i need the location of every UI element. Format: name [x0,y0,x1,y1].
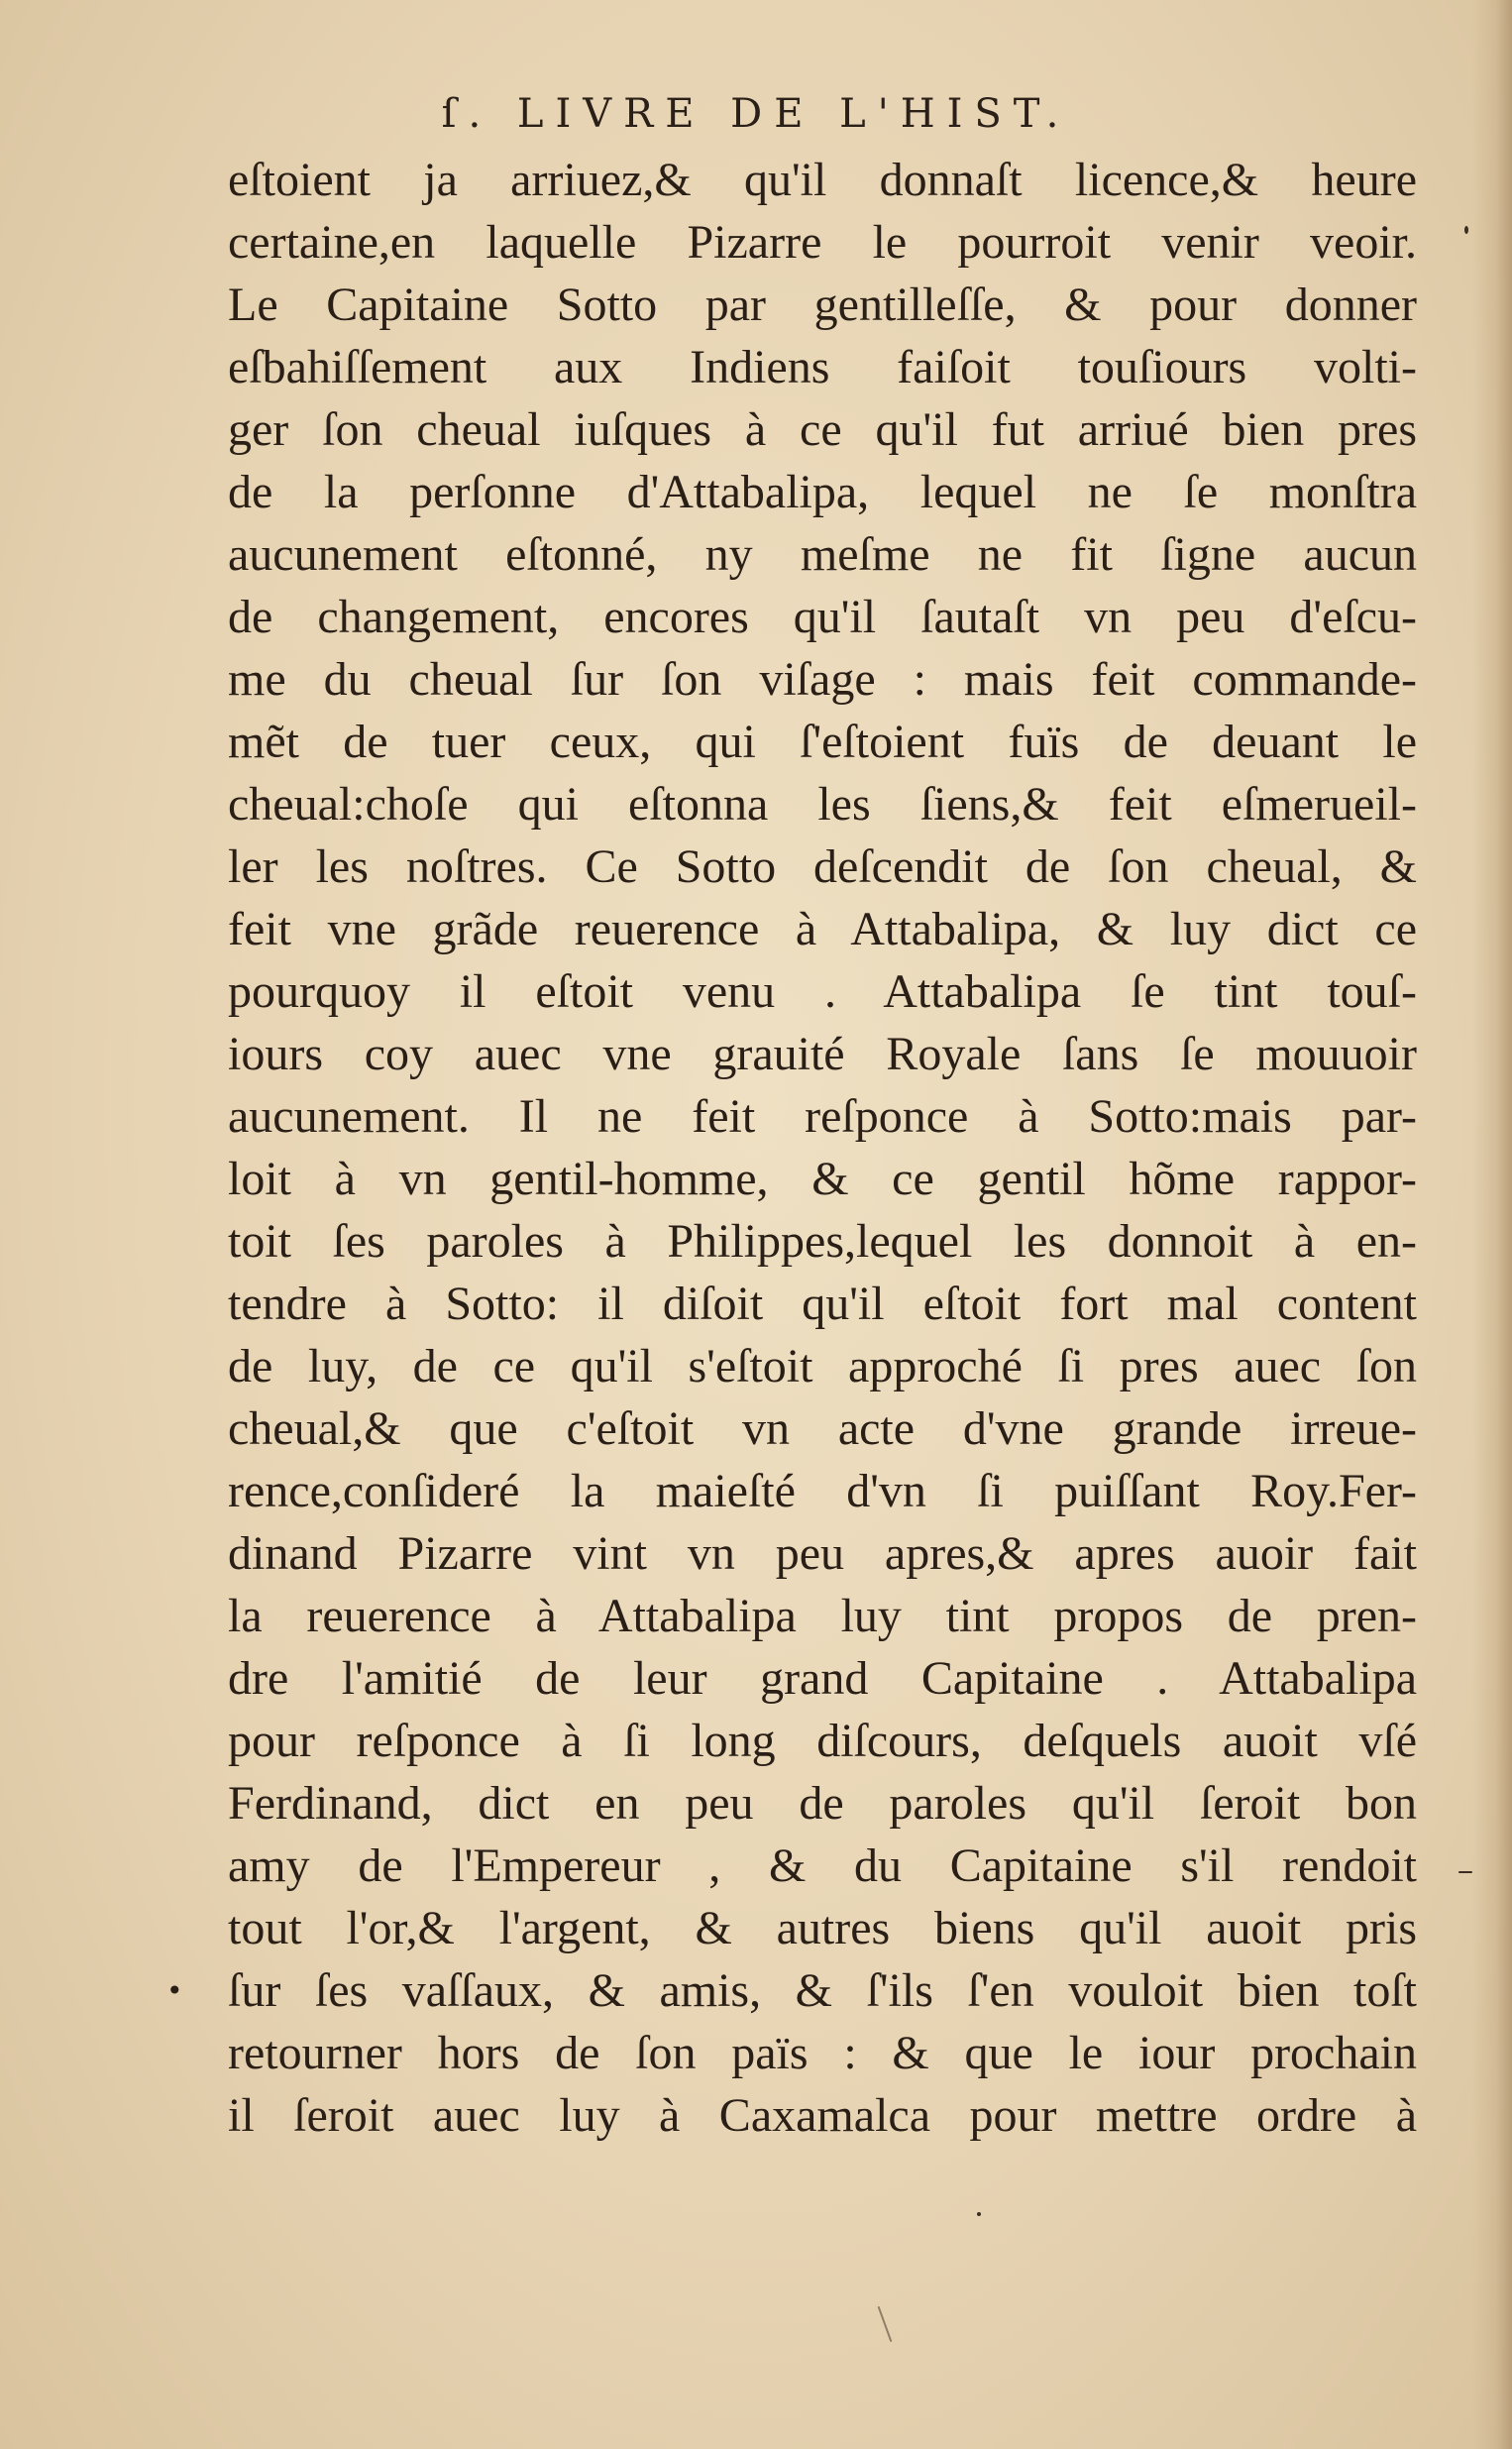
text-line: eſtoient ja arriuez,& qu'il donnaſt licence,& heure [228,154,1417,206]
text-line: de la perſonne d'Attabalipa, lequel ne ſe monſtra [228,466,1417,518]
paper-speck [878,2306,893,2342]
text-line: tout l'or,& l'argent, & autres biens qu'il auoit pris [228,1902,1417,1954]
margin-mark: • [166,1974,183,2007]
text-line: dre l'amitié de leur grand Capitaine . Attabalipa [228,1652,1417,1705]
page-gutter-shadow [1472,0,1512,2449]
text-line: pourquoy il eſtoit venu . Attabalipa ſe tint touſ- [228,965,1417,1018]
running-head: ſ. LIVRE DE L'HIST. [441,91,1071,137]
text-line: aucunement eſtonné, ny meſme ne fit ſigne aucun [228,528,1417,581]
text-line: ſur ſes vaſſaux, & amis, & ſ'ils ſ'en vouloit bien toſt [228,1964,1417,2017]
text-line: retourner hors de ſon païs : & que le iour prochain [228,2027,1417,2079]
text-line: Ferdinand, dict en peu de paroles qu'il ſeroit bon [228,1777,1417,1830]
text-line: pour reſponce à ſi long diſcours, deſquels auoit vſé [228,1715,1417,1767]
text-line: il ſeroit auec luy à Caxamalca pour mettre ordre à [228,2089,1417,2142]
paper-speck [1458,1871,1472,1873]
text-line: eſbahiſſement aux Indiens faiſoit touſiours volti- [228,341,1417,393]
text-line: loit à vn gentil-homme, & ce gentil hõme rappor- [228,1153,1417,1205]
text-line: amy de l'Empereur , & du Capitaine s'il rendoit [228,1839,1417,1892]
text-line: toit ſes paroles à Philippes,lequel les donnoit à en- [228,1215,1417,1268]
text-line: feit vne grãde reuerence à Attabalipa, & luy dict ce [228,903,1417,955]
text-line: tendre à Sotto: il diſoit qu'il eſtoit fort mal content [228,1278,1417,1330]
text-line: Le Capitaine Sotto par gentilleſſe, & pour donner [228,278,1417,331]
paper-speck [1464,226,1468,234]
text-line: ler les noſtres. Ce Sotto deſcendit de ſon cheual, & [228,840,1417,893]
text-line: rence,conſideré la maieſté d'vn ſi puiſſant Roy.Fer- [228,1465,1417,1517]
text-line: cheual:choſe qui eſtonna les ſiens,& feit eſmerueil- [228,778,1417,831]
text-line: cheual,& que c'eſtoit vn acte d'vne grande irreue- [228,1402,1417,1455]
text-line: mẽt de tuer ceux, qui ſ'eſtoient fuïs de deuant le [228,716,1417,768]
text-line: dinand Pizarre vint vn peu apres,& apres auoir fait [228,1527,1417,1580]
text-line: de changement, encores qu'il ſautaſt vn peu d'eſcu- [228,591,1417,643]
text-line: aucunement. Il ne feit reſponce à Sotto:mais par- [228,1090,1417,1143]
text-line: de luy, de ce qu'il s'eſtoit approché ſi pres auec ſon [228,1340,1417,1392]
paper-speck [977,2212,981,2216]
text-line: certaine,en laquelle Pizarre le pourroit venir veoir. [228,216,1417,269]
text-line: ger ſon cheual iuſques à ce qu'il fut arriué bien pres [228,403,1417,456]
text-line: la reuerence à Attabalipa luy tint propos de pren- [228,1590,1417,1642]
text-line: me du cheual ſur ſon viſage : mais feit commande- [228,653,1417,706]
body-text [228,149,1417,2147]
text-line: iours coy auec vne grauité Royale ſans ſe mouuoir [228,1028,1417,1080]
